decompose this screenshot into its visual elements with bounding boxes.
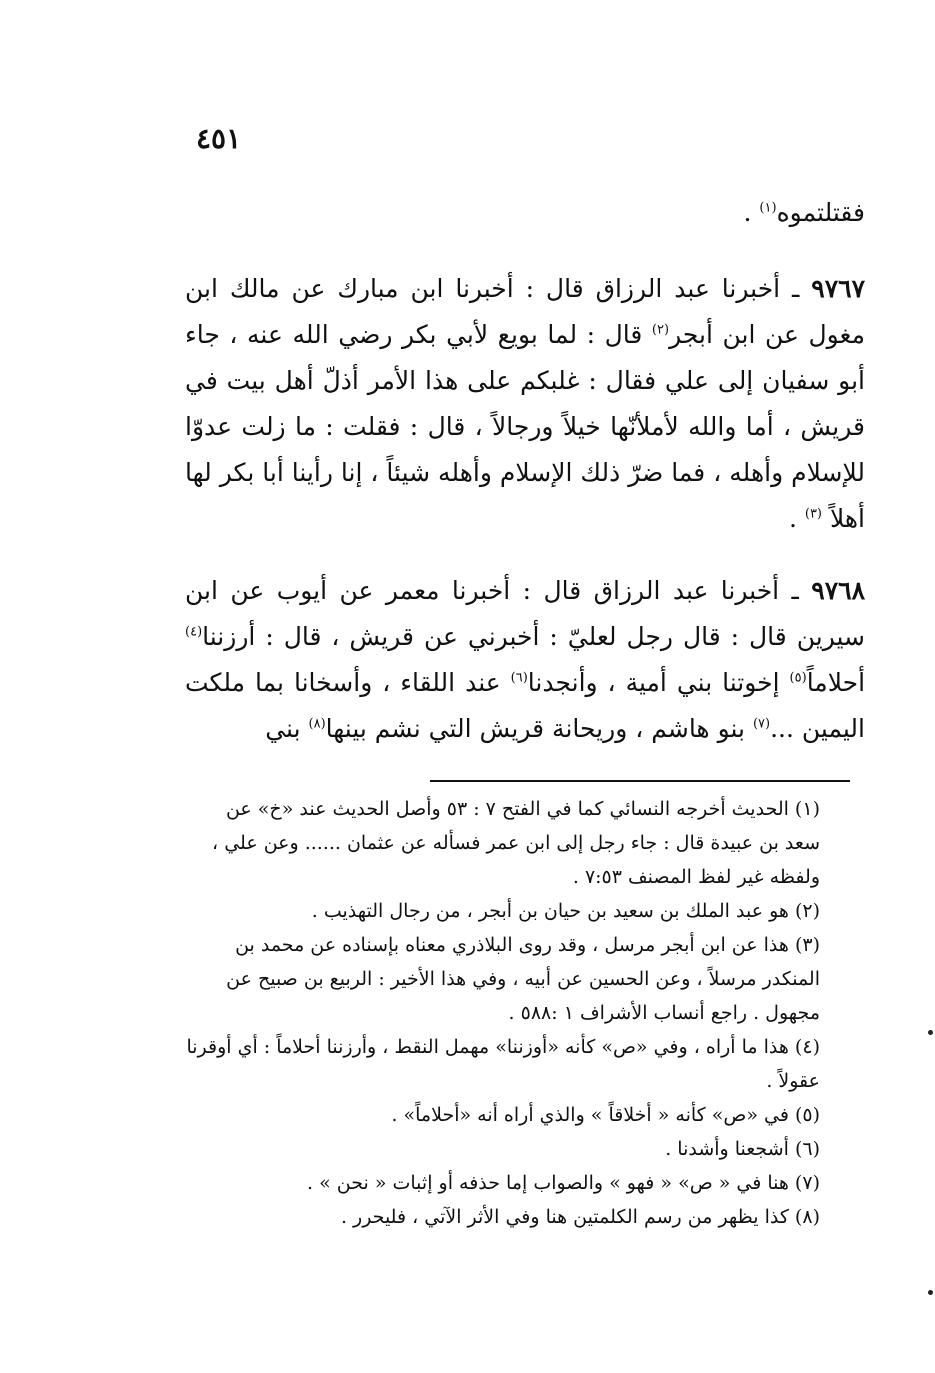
hadith-9768 — [185, 568, 865, 752]
hadith-text: بني — [265, 714, 301, 743]
hadith-text: عند اللقاء ، وأسخانا بما ملكت اليمين ... — [185, 668, 865, 743]
footnote-divider — [430, 780, 850, 782]
hadith-text: ـ أخبرنا عبد الرزاق قال : أخبرنا معمر عن أيوب عن ابن سيرين قال : قال رجل لعليّ : أخبرني عن قريش ، قال : أرزننا — [185, 576, 865, 651]
footnote-4: (٤) هذا ما أراه ، وفي «ص» كأنه «أوزننا» مهمل النقط ، وأرزننا أحلاماً : أي أوقرنا عقولاً . — [186, 1036, 820, 1092]
scan-speck — [928, 1290, 933, 1295]
footnote-ref: (٦) — [510, 670, 528, 686]
footnote-3: (٣) هذا عن ابن أبجر مرسل ، وقد روى البلاذري معناه بإسناده عن محمد بن المنكدر مرسلاً ، وعن الحسين عن أبيه ، وفي هذا الأخير : الربيع بن صبيح عن مجهول . راجع أنساب الأشراف ١ :٥٨٨ . — [226, 934, 820, 1024]
footnote-2: (٢) هو عبد الملك بن سعيد بن حيان بن أبجر ، من رجال التهذيب . — [311, 900, 820, 922]
footnotes — [185, 792, 865, 1234]
continuation-text: فقتلتموه — [776, 198, 865, 227]
footnote-7: (٧) هنا في « ص» « فهو » والصواب إما حذفه أو إثبات « نحن » . — [307, 1172, 820, 1194]
hadith-text: قال : لما بويع لأبي بكر رضي الله عنه ، جاء أبو سفيان إلى علي فقال : غلبكم على هذا الأمر أذلّ أهل بيت في قريش ، أما والله لأملأنّها خيلاً ورجالاً ، قال : فقلت : ما زلت عدوّا للإسلام وأهله ، فما ضرّ ذلك الإسلام وأهله شيئاً ، إنا رأينا أبا بكر لها أهلاً — [185, 320, 865, 533]
footnote-8: (٨) كذا يظهر من رسم الكلمتين هنا وفي الأثر الآتي ، فليحرر . — [340, 1206, 820, 1228]
hadith-9767: ٩٧٦٧ ـ أخبرنا عبد الرزاق قال : أخبرنا ابن مبارك عن مالك ابن مغول عن ابن أبجر$^{(٢)}$ قال : لما بويع لأبي بكر رضي الله عنه ، جاء أبو سفيان إلى علي فقال : غلبكم على هذا الأمر أذلّ أهل بيت في قريش ، أما والله لأملأنّها خيلاً ورجالاً ، قال : فقلت : ما زلت عدوّا للإسلام وأهله ، فما ضرّ ذلك الإسلام وأهله شيئاً ، إنا رأينا أبا بكر لها أهلاً $^{(٣)}$ . — [185, 274, 866, 533]
footnote-ref: (٢) — [651, 322, 670, 338]
footnote-6: (٦) أشجعنا وأشدنا . — [665, 1138, 820, 1160]
hadith-text: أحلاماً — [806, 668, 866, 697]
hadith-number: ٩٧٦٧ — [811, 274, 866, 303]
hadith-text: ـ أخبرنا عبد الرزاق قال : أخبرنا ابن مبارك عن مالك ابن مغول عن ابن أبجر — [185, 274, 865, 349]
footnote-5: (٥) في «ص» كأنه « أخلاقاً » والذي أراه أنه «أحلاماً» . — [391, 1104, 820, 1126]
footnote-ref: (٣) — [804, 506, 822, 522]
page-number: ٤٥١ — [196, 122, 242, 155]
continuation-line: فقتلتموه$^{(١)}$ . — [743, 198, 865, 227]
footnote-ref: (٥) — [789, 670, 807, 686]
scan-speck — [928, 1030, 933, 1035]
hadith-number: ٩٧٦٨ — [811, 576, 865, 605]
main-text — [185, 190, 865, 778]
hadith-text: إخوتنا بني أمية ، وأنجدنا — [527, 668, 780, 697]
footnote-1: (١) الحديث أخرجه النسائي كما في الفتح ٧ : ٥٣ وأصل الحديث عند «خ» عن سعد بن عبيدة قال : جاء رجل إلى ابن عمر فسأله عن عثمان ...... وعن علي ، ولفظه غير لفظ المصنف ٧:٥٣ . — [212, 798, 820, 888]
footnote-ref: (٤) — [185, 624, 203, 640]
footnote-ref: (١) — [759, 200, 777, 216]
footnote-ref: (٧) — [752, 716, 771, 732]
hadith-text: بنو هاشم ، وريحانة قريش التي نشم بينها — [325, 714, 745, 743]
footnote-ref: (٨) — [308, 716, 326, 732]
